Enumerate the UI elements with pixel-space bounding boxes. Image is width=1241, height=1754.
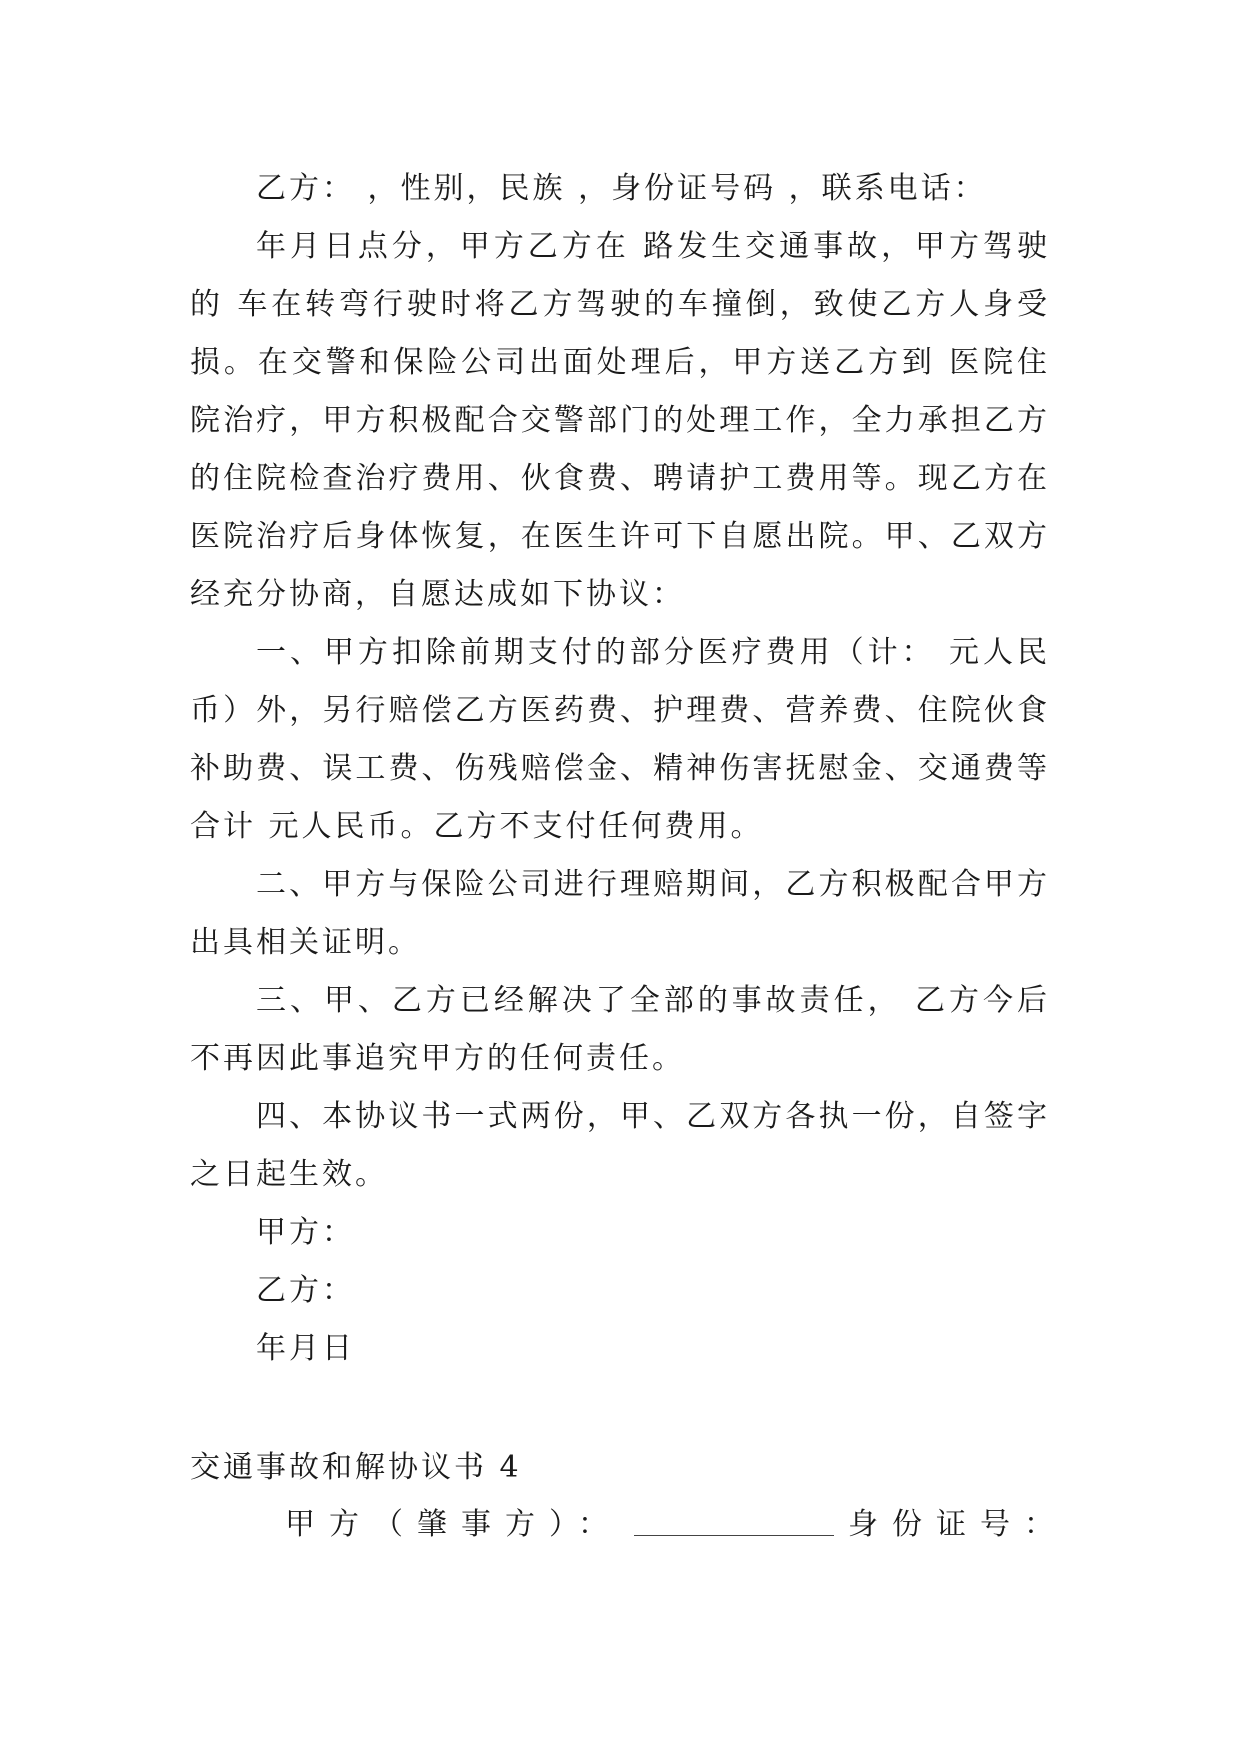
agreement-body [190,160,1050,1378]
clause-2-paragraph: 二、甲方与保险公司进行理赔期间，乙方积极配合甲方出具相关证明。 [190,867,1050,960]
party-a-name-blank [634,1505,834,1536]
id-number-label: 身份证号： [848,1507,1068,1542]
party-b-info-paragraph: 乙方： ，性别，民族 ，身份证号码 ，联系电话： [256,171,987,206]
clause-3-paragraph: 三、甲、乙方已经解决了全部的事故责任， 乙方今后不再因此事追究甲方的任何责任。 [190,983,1050,1076]
party-a-label: 甲方（肇事方）： [285,1507,622,1542]
signature-party-a: 甲方： [256,1215,355,1250]
party-a-line [285,1500,1068,1550]
signature-date: 年月日 [256,1331,355,1366]
clause-1-paragraph: 一、甲方扣除前期支付的部分医疗费用（计： 元人民币）外，另行赔偿乙方医药费、护理费、营养费、住院伙食补助费、误工费、伤残赔偿金、精神伤害抚慰金、交通费等合计 元人民币。乙方不支付任何费用。 [190,635,1050,844]
accident-description-paragraph: 年月日点分，甲方乙方在 路发生交通事故，甲方驾驶的 车在转弯行驶时将乙方驾驶的车撞倒，致使乙方人身受损。在交警和保险公司出面处理后，甲方送乙方到 医院住院治疗，甲方积极配合交警部门的处理工作，全力承担乙方的住院检查治疗费用、伙食费、聘请护工费用等。现乙方在医院治疗后身体恢复，在医生许可下自愿出院。甲、乙双方经充分协商，自愿达成如下协议： [190,229,1050,612]
section-title: 交通事故和解协议书 4 [190,1450,522,1485]
clause-4-paragraph: 四、本协议书一式两份，甲、乙双方各执一份，自签字之日起生效。 [190,1099,1050,1192]
signature-party-b: 乙方： [256,1273,355,1308]
